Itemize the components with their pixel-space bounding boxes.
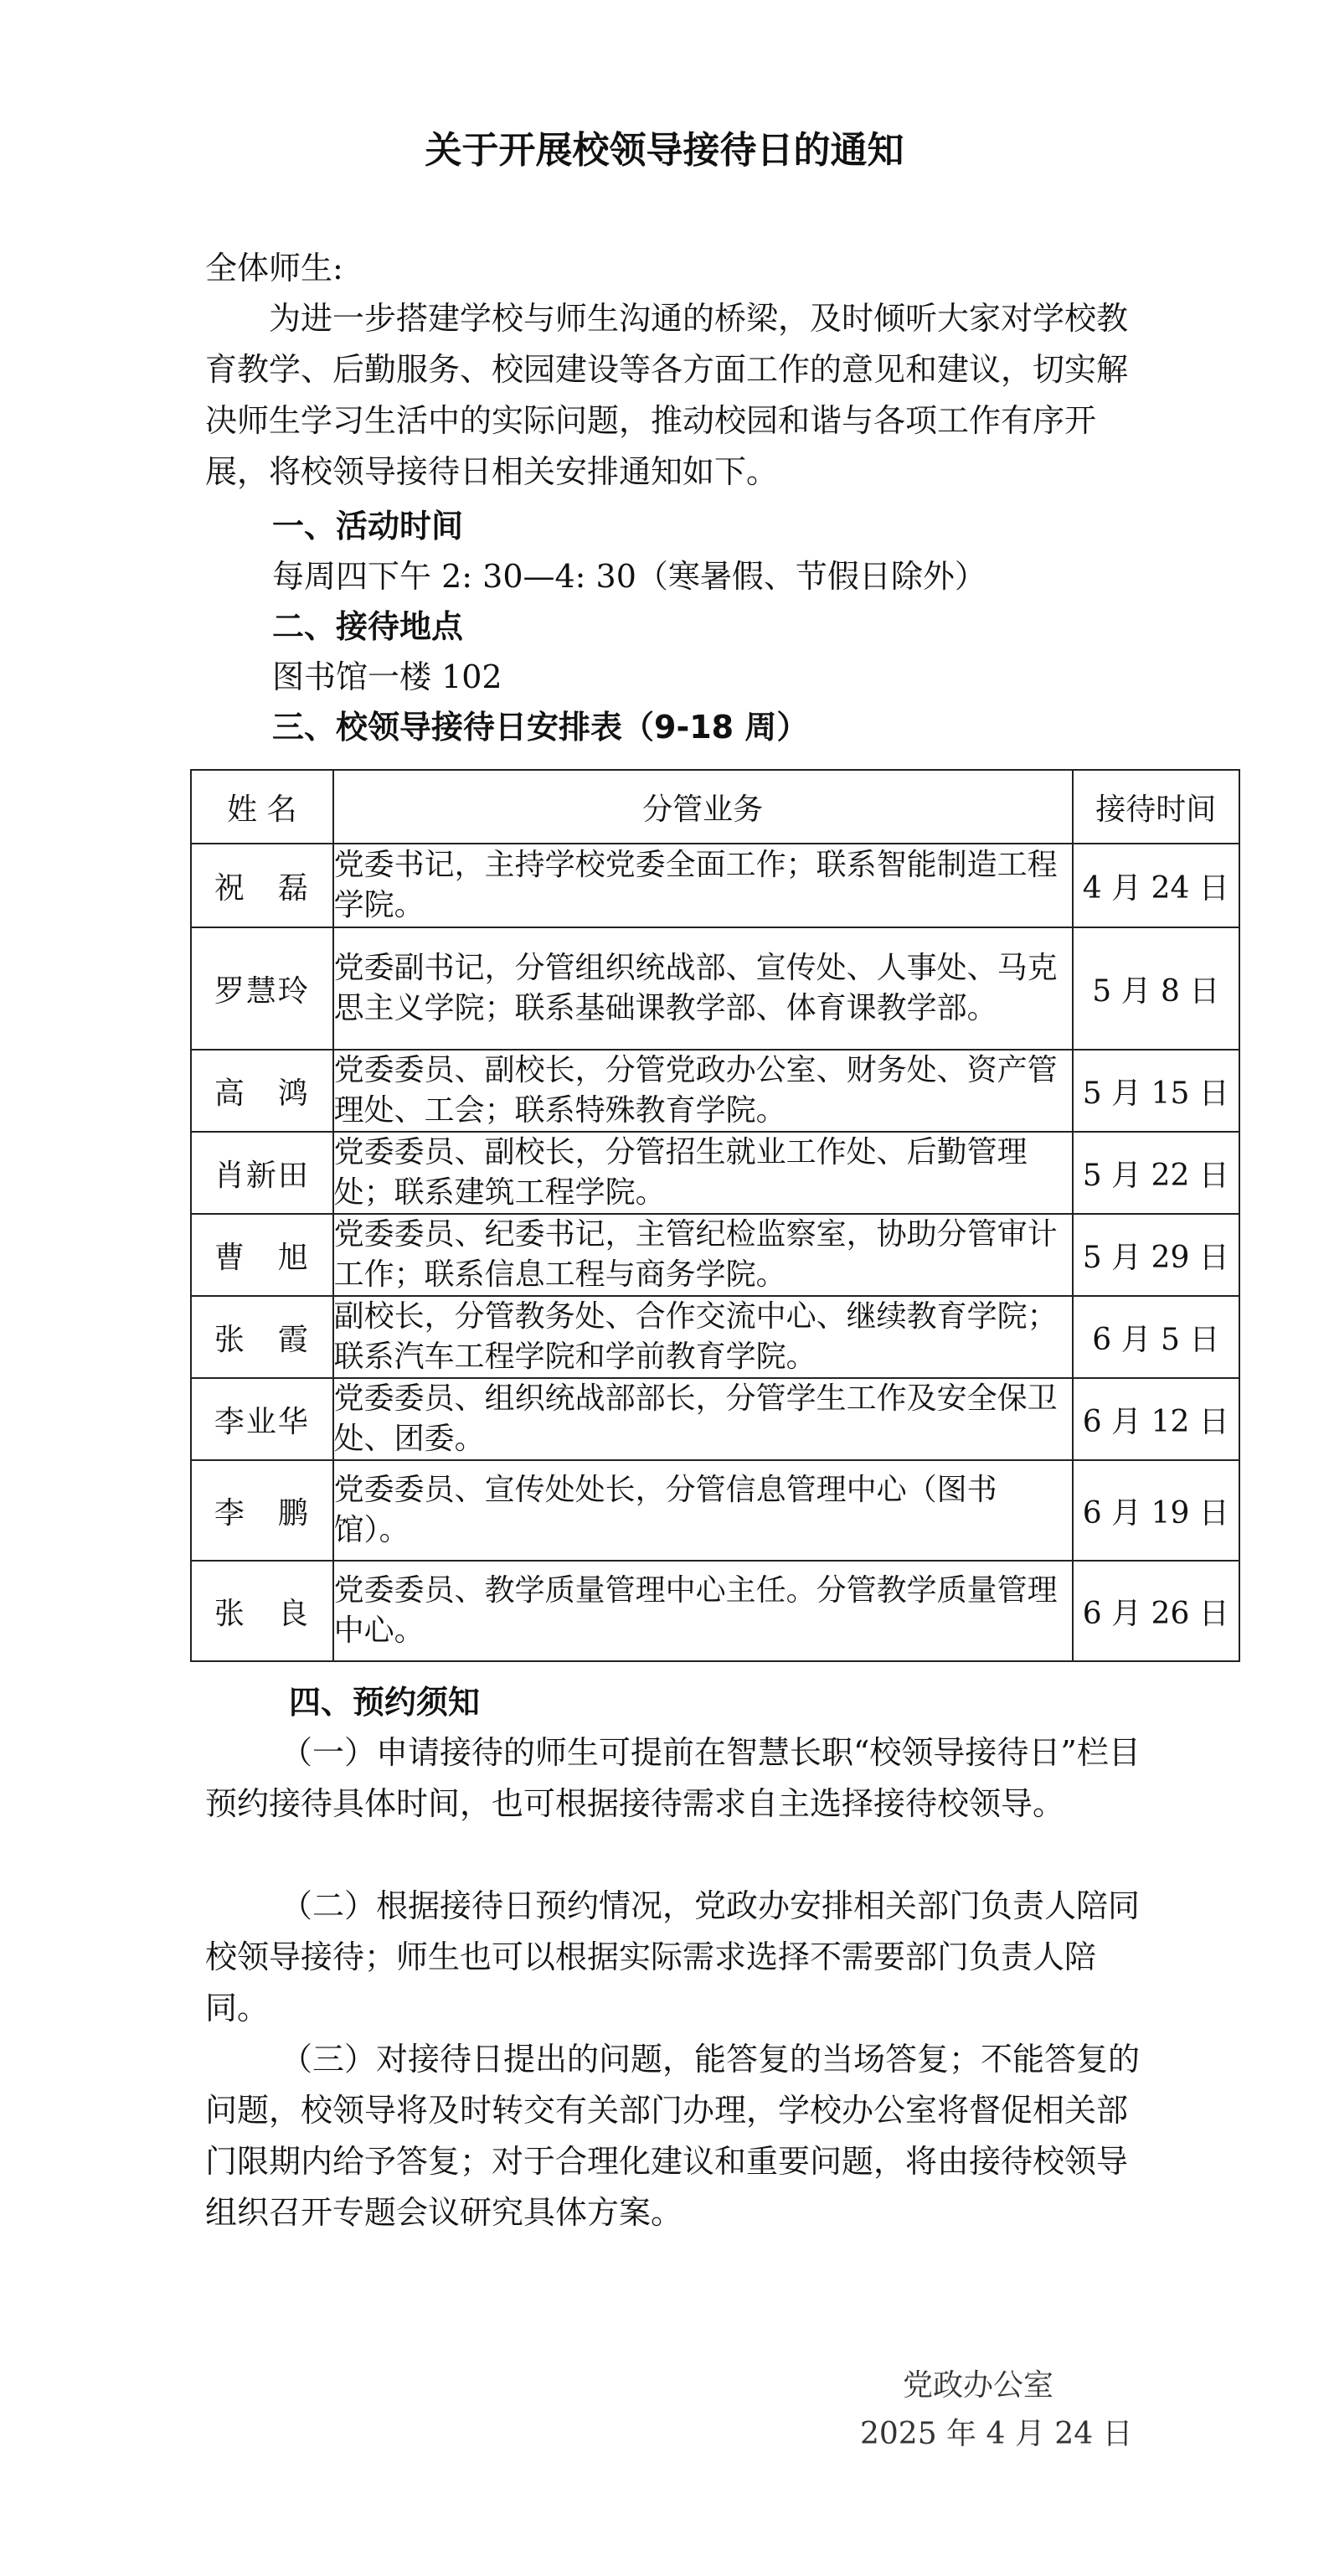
leader-name: 祝 磊 bbox=[191, 844, 333, 927]
salutation: 全体师生: bbox=[205, 250, 343, 287]
leader-name: 曹 旭 bbox=[191, 1214, 333, 1296]
leader-duty: 党委副书记，分管组织统战部、宣传处、人事处、马克思主义学院；联系基础课教学部、体育课教学部。 bbox=[333, 927, 1073, 1050]
reception-date: 6 月 5 日 bbox=[1073, 1296, 1239, 1378]
reception-date: 5 月 29 日 bbox=[1073, 1214, 1239, 1296]
reception-date: 6 月 12 日 bbox=[1073, 1378, 1239, 1460]
reception-date: 6 月 26 日 bbox=[1073, 1561, 1239, 1661]
leader-name: 张 良 bbox=[191, 1561, 333, 1661]
header-duty: 分管业务 bbox=[333, 770, 1073, 844]
table-row bbox=[191, 1132, 1239, 1214]
section-heading-time: 一、活动时间 bbox=[272, 508, 464, 545]
table-row bbox=[191, 927, 1239, 1050]
leader-duty: 党委委员、纪委书记，主管纪检监察室，协助分管审计工作；联系信息工程与商务学院。 bbox=[333, 1214, 1073, 1296]
signature-org: 党政办公室 bbox=[903, 2368, 1054, 2403]
leader-duty: 党委委员、副校长，分管招生就业工作处、后勤管理处；联系建筑工程学院。 bbox=[333, 1132, 1073, 1214]
leader-name: 张 霞 bbox=[191, 1296, 333, 1378]
section-heading-schedule: 三、校领导接待日安排表（9-18 周） bbox=[272, 709, 809, 746]
table-row bbox=[191, 844, 1239, 927]
notice-item-1: （一）申请接待的师生可提前在智慧长职“校领导接待日”栏目预约接待具体时间，也可根据接待需求自主选择接待校领导。 bbox=[205, 1734, 1141, 1822]
notice-item-2: （二）根据接待日预约情况，党政办安排相关部门负责人陪同校领导接待；师生也可以根据实际需求选择不需要部门负责人陪同。 bbox=[205, 1887, 1141, 2026]
leader-name: 罗慧玲 bbox=[191, 927, 333, 1050]
reception-place-text: 图书馆一楼 102 bbox=[272, 658, 502, 695]
leader-duty: 副校长，分管教务处、合作交流中心、继续教育学院；联系汽车工程学院和学前教育学院。 bbox=[333, 1296, 1073, 1378]
schedule-table bbox=[190, 769, 1240, 1662]
leader-name: 李业华 bbox=[191, 1378, 333, 1460]
leader-name: 高 鸿 bbox=[191, 1050, 333, 1132]
reception-date: 5 月 8 日 bbox=[1073, 927, 1239, 1050]
intro-paragraph: 为进一步搭建学校与师生沟通的桥梁，及时倾听大家对学校教育教学、后勤服务、校园建设等各方面工作的意见和建议，切实解决师生学习生活中的实际问题，推动校园和谐与各项工作有序开展，将校领导接待日相关安排通知如下。 bbox=[205, 300, 1129, 490]
section-heading-place: 二、接待地点 bbox=[272, 608, 464, 645]
reception-date: 5 月 15 日 bbox=[1073, 1050, 1239, 1132]
section-heading-notice: 四、预约须知 bbox=[289, 1684, 481, 1721]
leader-duty: 党委书记，主持学校党委全面工作；联系智能制造工程学院。 bbox=[333, 844, 1073, 927]
leader-duty: 党委委员、副校长，分管党政办公室、财务处、资产管理处、工会；联系特殊教育学院。 bbox=[333, 1050, 1073, 1132]
table-row bbox=[191, 1460, 1239, 1561]
table-row bbox=[191, 1214, 1239, 1296]
activity-time-text: 每周四下午 2: 30—4: 30（寒暑假、节假日除外） bbox=[272, 558, 986, 595]
leader-name: 肖新田 bbox=[191, 1132, 333, 1214]
header-name: 姓 名 bbox=[191, 770, 333, 844]
leader-duty: 党委委员、教学质量管理中心主任。分管教学质量管理中心。 bbox=[333, 1561, 1073, 1661]
table-header-row bbox=[191, 770, 1239, 844]
reception-date: 5 月 22 日 bbox=[1073, 1132, 1239, 1214]
table-row bbox=[191, 1050, 1239, 1132]
table-row bbox=[191, 1378, 1239, 1460]
notice-item-3: （三）对接待日提出的问题，能答复的当场答复；不能答复的问题，校领导将及时转交有关部门办理，学校办公室将督促相关部门限期内给予答复；对于合理化建议和重要问题，将由接待校领导组织召开专题会议研究具体方案。 bbox=[205, 2041, 1141, 2231]
document-title: 关于开展校领导接待日的通知 bbox=[425, 129, 904, 172]
table-row bbox=[191, 1561, 1239, 1661]
table-row bbox=[191, 1296, 1239, 1378]
leader-duty: 党委委员、宣传处处长，分管信息管理中心（图书馆）。 bbox=[333, 1460, 1073, 1561]
leader-duty: 党委委员、组织统战部部长，分管学生工作及安全保卫处、团委。 bbox=[333, 1378, 1073, 1460]
header-date: 接待时间 bbox=[1073, 770, 1239, 844]
reception-date: 4 月 24 日 bbox=[1073, 844, 1239, 927]
leader-name: 李 鹏 bbox=[191, 1460, 333, 1561]
signature-date: 2025 年 4 月 24 日 bbox=[860, 2417, 1133, 2451]
reception-date: 6 月 19 日 bbox=[1073, 1460, 1239, 1561]
